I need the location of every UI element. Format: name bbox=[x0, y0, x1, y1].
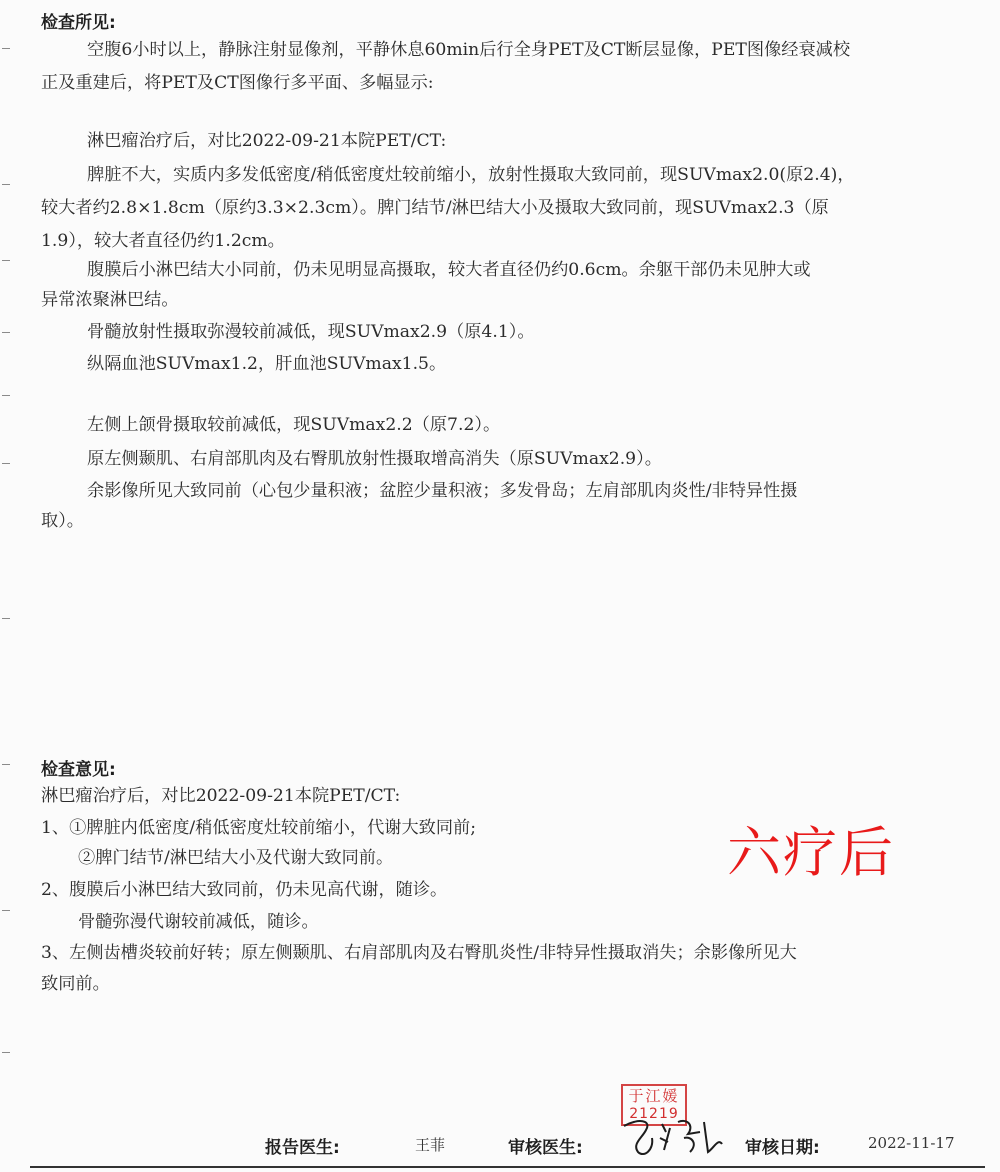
binder-mark bbox=[2, 260, 10, 261]
footer-divider bbox=[30, 1166, 985, 1168]
report-doctor-label: 报告医生: bbox=[265, 1138, 340, 1158]
findings-line: 淋巴瘤治疗后，对比2022-09-21本院PET/CT: bbox=[87, 131, 447, 151]
binder-mark bbox=[2, 332, 10, 333]
binder-mark bbox=[2, 184, 10, 185]
findings-line: 原左侧颞肌、右肩部肌肉及右臀肌放射性摄取增高消失（原SUVmax2.9）。 bbox=[87, 449, 662, 469]
binder-mark bbox=[2, 618, 10, 619]
report-doctor-name: 王菲 bbox=[415, 1136, 446, 1154]
findings-title: 检查所见: bbox=[41, 13, 116, 33]
binder-mark bbox=[2, 48, 10, 49]
stamp-name: 于江媛 bbox=[628, 1087, 680, 1105]
opinion-line: 淋巴瘤治疗后，对比2022-09-21本院PET/CT: bbox=[41, 786, 401, 806]
binder-mark bbox=[2, 764, 10, 765]
binder-mark bbox=[2, 463, 10, 464]
binder-mark bbox=[2, 910, 10, 911]
review-date-label: 审核日期: bbox=[745, 1138, 820, 1158]
findings-line: 腹膜后小淋巴结大小同前，仍未见明显高摄取，较大者直径仍约0.6cm。余躯干部仍未见肿大或 bbox=[87, 260, 811, 280]
review-doctor-label: 审核医生: bbox=[508, 1138, 583, 1158]
opinion-line: 2、腹膜后小淋巴结大致同前，仍未见高代谢，随诊。 bbox=[41, 880, 448, 900]
findings-line: 骨髓放射性摄取弥漫较前减低，现SUVmax2.9（原4.1）。 bbox=[87, 322, 535, 342]
findings-line: 取）。 bbox=[41, 511, 84, 531]
opinion-line: 1、①脾脏内低密度/稍低密度灶较前缩小，代谢大致同前; bbox=[41, 818, 477, 838]
findings-line: 异常浓聚淋巴结。 bbox=[41, 290, 179, 310]
opinion-line: ②脾门结节/淋巴结大小及代谢大致同前。 bbox=[78, 848, 394, 868]
findings-line: 脾脏不大，实质内多发低密度/稍低密度灶较前缩小，放射性摄取大致同前，现SUVmax2.0(原2.4)， bbox=[87, 165, 855, 185]
findings-line: 余影像所见大致同前（心包少量积液；盆腔少量积液；多发骨岛；左肩部肌肉炎性/非特异性摄 bbox=[87, 481, 798, 501]
opinion-title: 检查意见: bbox=[41, 760, 116, 780]
findings-line: 正及重建后，将PET及CT图像行多平面、多幅显示: bbox=[41, 73, 434, 93]
opinion-line: 致同前。 bbox=[41, 974, 110, 994]
reviewer-signature bbox=[618, 1108, 728, 1160]
findings-line: 较大者约2.8×1.8cm（原约3.3×2.3cm）。脾门结节/淋巴结大小及摄取大致同前，现SUVmax2.3（原 bbox=[41, 198, 829, 218]
findings-line: 左侧上颌骨摄取较前减低，现SUVmax2.2（原7.2）。 bbox=[87, 415, 501, 435]
binder-mark bbox=[2, 1052, 10, 1053]
review-date: 2022-11-17 bbox=[868, 1134, 955, 1152]
opinion-line: 骨髓弥漫代谢较前减低，随诊。 bbox=[78, 912, 319, 932]
findings-line: 1.9），较大者直径仍约1.2cm。 bbox=[41, 231, 285, 251]
opinion-line: 3、左侧齿槽炎较前好转；原左侧颞肌、右肩部肌肉及右臀肌炎性/非特异性摄取消失；余影像所见大 bbox=[41, 943, 797, 963]
findings-line: 空腹6小时以上，静脉注射显像剂，平静休息60min后行全身PET及CT断层显像，PET图像经衰减校 bbox=[87, 40, 851, 60]
binder-mark bbox=[2, 395, 10, 396]
stamp-code: 21219 bbox=[629, 1106, 679, 1122]
findings-line: 纵隔血池SUVmax1.2，肝血池SUVmax1.5。 bbox=[87, 354, 447, 374]
treatment-annotation: 六疗后 bbox=[727, 821, 895, 884]
